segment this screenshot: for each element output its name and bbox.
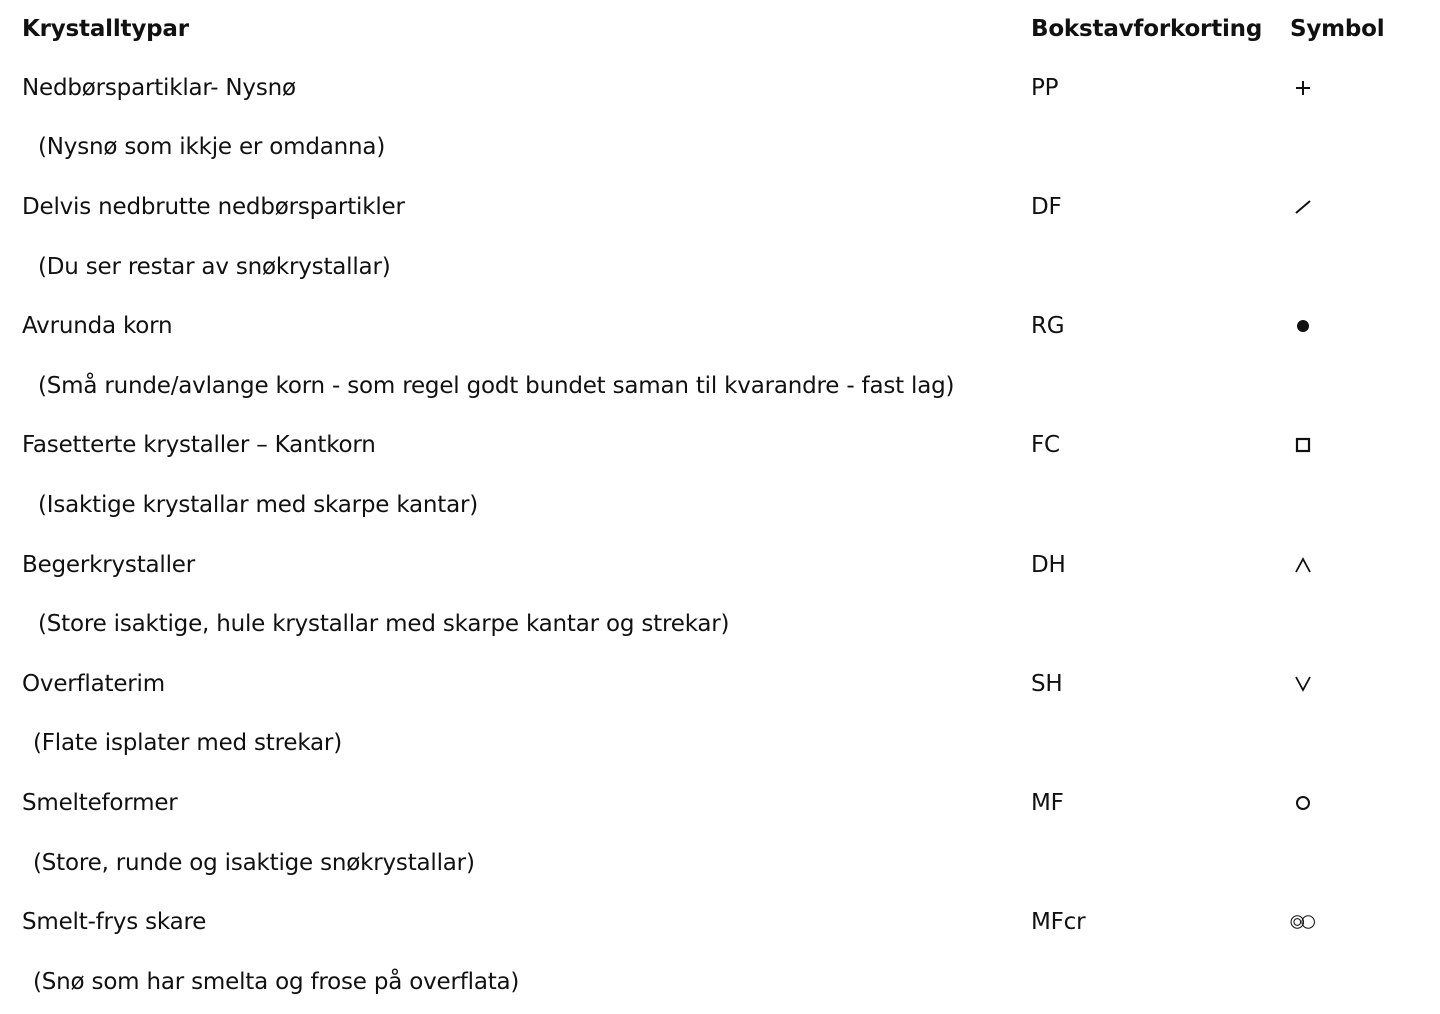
- crystal-description: (Flate isplater med strekar): [33, 730, 342, 757]
- crystal-name: Smelteformer: [22, 789, 178, 816]
- header-abbreviation: Bokstavforkorting: [1031, 16, 1263, 42]
- table-row: [0, 177, 1440, 237]
- crystal-description: (Du ser restar av snøkrystallar): [38, 253, 391, 280]
- crystal-name: Delvis nedbrutte nedbørspartikler: [22, 193, 405, 220]
- crystal-name: Overflaterim: [22, 670, 165, 697]
- table-row: [0, 773, 1440, 833]
- table-row: [0, 654, 1440, 714]
- crystal-abbreviation: PP: [1031, 74, 1059, 101]
- table-row-description: [0, 356, 1440, 416]
- crystal-name: Begerkrystaller: [22, 551, 196, 578]
- header-crystal-types: Krystalltypar: [22, 16, 189, 42]
- slash-icon: [1290, 177, 1316, 237]
- caret-up-icon: [1290, 535, 1316, 595]
- crystal-name: Avrunda korn: [22, 313, 173, 340]
- table-row: [0, 58, 1440, 118]
- table-row: [0, 535, 1440, 595]
- crystal-description: (Små runde/avlange korn - som regel godt bundet saman til kvarandre - fast lag): [38, 372, 955, 399]
- crystal-description: (Nysnø som ikkje er omdanna): [38, 134, 386, 161]
- table-row-description: [0, 952, 1440, 1012]
- open-circle-icon: [1290, 773, 1316, 833]
- crystal-description: (Store isaktige, hule krystallar med skarpe kantar og strekar): [38, 611, 730, 638]
- crystal-description: (Store, runde og isaktige snøkrystallar): [33, 849, 475, 876]
- square-icon: [1290, 416, 1316, 476]
- crystal-abbreviation: DF: [1031, 193, 1062, 220]
- table-row-description: [0, 118, 1440, 178]
- crystal-name: Fasetterte krystaller – Kantkorn: [22, 432, 376, 459]
- crystal-abbreviation: MFcr: [1031, 909, 1086, 936]
- table-row-description: [0, 714, 1440, 774]
- table-row-description: [0, 833, 1440, 893]
- header-symbol: Symbol: [1290, 16, 1385, 42]
- caret-down-icon: [1290, 654, 1316, 714]
- crystal-name: Smelt-frys skare: [22, 909, 207, 936]
- linked-circles-icon: [1290, 892, 1316, 952]
- crystal-description: (Snø som har smelta og frose på overflata): [33, 968, 520, 995]
- crystal-abbreviation: FC: [1031, 432, 1060, 459]
- table-row: [0, 892, 1440, 952]
- plus-icon: [1290, 58, 1316, 118]
- table-row-description: [0, 594, 1440, 654]
- table-header: [0, 0, 1440, 58]
- table-row-description: [0, 237, 1440, 297]
- table-row-description: [0, 475, 1440, 535]
- table-row: [0, 296, 1440, 356]
- crystal-abbreviation: SH: [1031, 670, 1063, 697]
- crystal-abbreviation: DH: [1031, 551, 1066, 578]
- crystal-abbreviation: RG: [1031, 313, 1065, 340]
- crystal-description: (Isaktige krystallar med skarpe kantar): [38, 491, 479, 518]
- crystal-abbreviation: MF: [1031, 789, 1064, 816]
- table-row: [0, 416, 1440, 476]
- filled-circle-icon: [1290, 296, 1316, 356]
- crystal-name: Nedbørspartiklar- Nysnø: [22, 74, 296, 101]
